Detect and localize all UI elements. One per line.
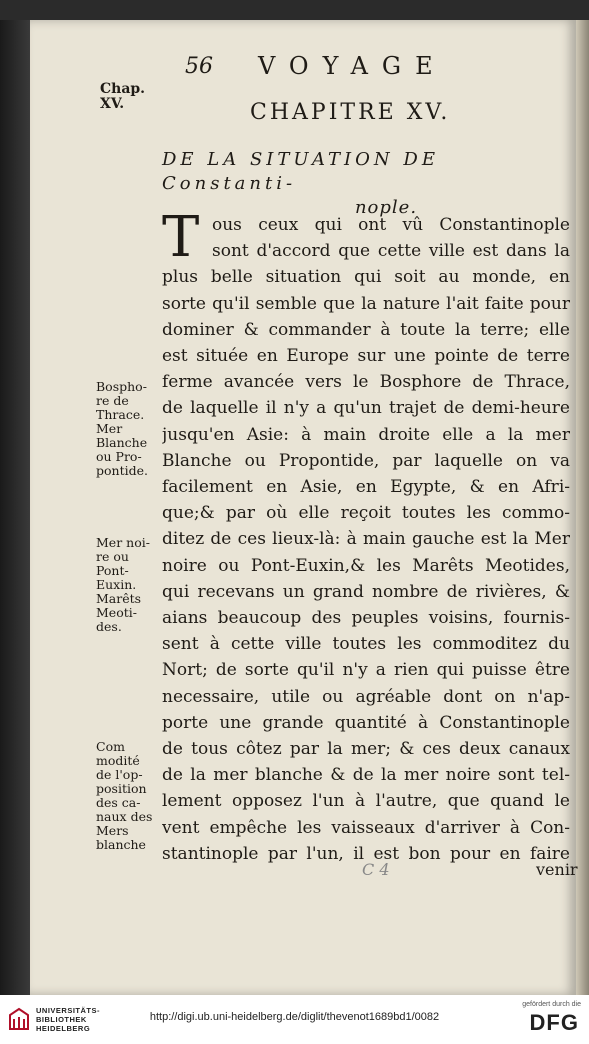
margin-chapter-label: Chap. XV. — [100, 81, 146, 112]
text-line: vent empêche les vaisseaux d'arriver à Con- — [162, 817, 570, 838]
text-line: porte une grande quantité à Constantinople — [162, 712, 570, 733]
body-text — [162, 205, 570, 867]
text-line: ous ceux qui ont vû Constantinople — [212, 215, 570, 235]
text-line: ditez de ces lieux-là: à main gauche est la Mer — [162, 529, 570, 550]
signature-mark: C 4 — [362, 860, 390, 879]
chapter-heading: CHAPITRE XV. — [250, 100, 451, 125]
dfg-logo: DFG — [529, 1010, 579, 1035]
text-line: noire ou Pont-Euxin,& les Marêts Meotides, — [162, 555, 570, 576]
text-line: sont d'accord que cette ville est dans la — [212, 241, 570, 262]
margin-note-commodite: Com modité de l'op- position des ca- naux des Mers blanche — [96, 739, 153, 852]
text-line: que;& par où elle reçoit toutes les commo- — [162, 503, 570, 524]
text-line: ferme avancée vers le Bosphore de Thrace, — [162, 372, 570, 393]
margin-note-bosphore: Bospho- re de Thrace. Mer Blanche ou Pro- pontide. — [96, 379, 148, 478]
page-edge — [576, 20, 589, 995]
text-line: stantinople par l'un, il est bon pour en faire — [162, 843, 570, 864]
running-title: VOYAGE — [258, 52, 447, 80]
text-line: lement opposez l'un à l'autre, que quand le — [162, 791, 570, 812]
text-line: Nort; de sorte qu'il n'y a rien qui puisse être — [162, 660, 570, 681]
library-name: UNIVERSITÄTS- BIBLIOTHEK HEIDELBERG — [36, 1006, 101, 1033]
subtitle-line-1: DE LA SITUATION DE Constanti- — [162, 149, 439, 194]
page-number: 56 — [185, 54, 213, 79]
viewer-footer — [0, 995, 589, 1044]
text-line: necessaire, utile ou agréable dont on n'ap- — [162, 686, 570, 707]
margin-note-mer-noire: Mer noi- re ou Pont- Euxin. Marêts Meoti- des. — [96, 535, 150, 634]
drop-cap: T — [162, 205, 200, 270]
text-line: dominer & commander à toute la terre; elle — [162, 319, 570, 340]
text-line: de la mer blanche & de la mer noire sont tel- — [162, 765, 570, 786]
text-line: de laquelle il n'y a qu'un trajet de demi-heure — [162, 398, 570, 419]
text-line: qui recevans un grand nombre de rivières, & — [162, 581, 570, 602]
funded-by-label: gefördert durch die — [522, 1001, 581, 1008]
text-line: aians beaucoup des peuples voisins, fournis- — [162, 608, 570, 629]
text-line: jusqu'en Asie: à main droite elle a la mer — [162, 424, 570, 445]
subtitle-line-2: nople. — [354, 197, 418, 218]
text-line: facilement en Asie, en Egypte, & en Afri- — [162, 477, 570, 498]
text-line: de tous côtez par la mer; & ces deux canaux — [162, 739, 570, 760]
text-line: est située en Europe sur une pointe de terre — [162, 346, 570, 367]
text-line: sorte qu'il semble que la nature l'ait faite pour — [162, 293, 570, 314]
text-line: Blanche ou Propontide, par laquelle on va — [162, 450, 570, 471]
permalink-url[interactable]: http://digi.ub.uni-heidelberg.de/diglit/thevenot1689bd1/0082 — [149, 1011, 440, 1023]
book-binding — [0, 20, 30, 995]
text-line: plus belle situation qui soit au monde, en — [162, 267, 570, 288]
chapter-subtitle — [162, 148, 570, 220]
text-line: sent à cette ville toutes les commoditez du — [162, 634, 570, 655]
catchword: venir — [536, 860, 578, 879]
